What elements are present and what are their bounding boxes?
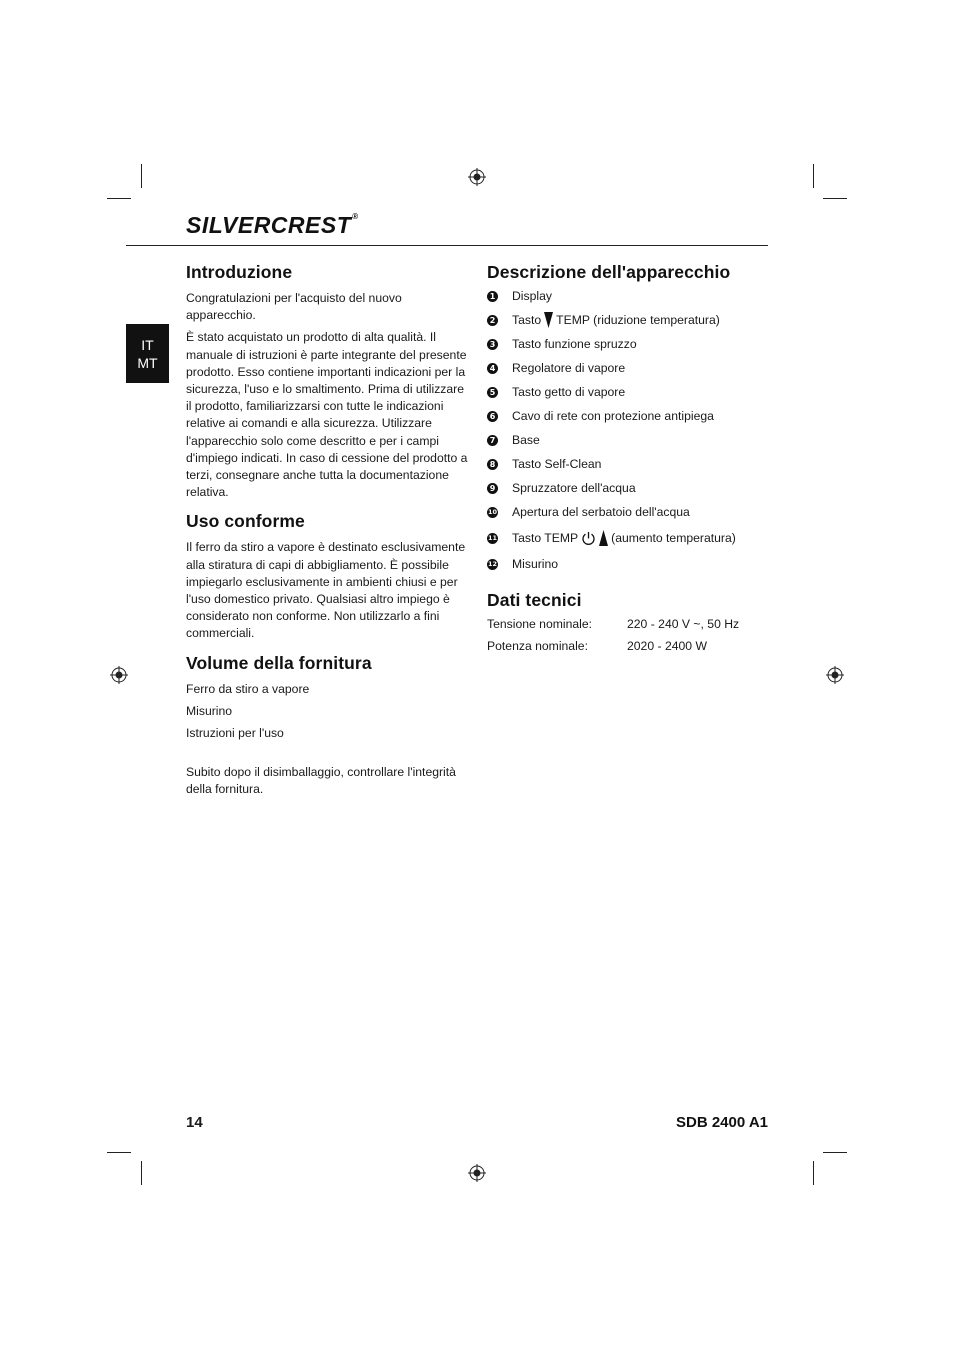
list-item (487, 332, 777, 356)
item-label: Tasto TEMP (512, 531, 579, 545)
spec-value: 2020 - 2400 W (627, 639, 707, 653)
item-label: Cavo di rete con protezione antipiega (512, 409, 714, 423)
paragraph: Subito dopo il disimballaggio, controllare l'integrità della fornitura. (186, 765, 456, 797)
page-number: 14 (186, 1114, 203, 1131)
paragraph: Congratulazioni per l'acquisto del nuovo apparecchio. (186, 291, 402, 323)
crop-mark (141, 1161, 142, 1185)
section-descrizione (487, 262, 777, 576)
left-column (186, 262, 470, 809)
temp-up-icon (599, 530, 608, 546)
item-label: Misurino (512, 557, 559, 571)
paragraph: Il ferro da stiro a vapore è destinato esclusivamente alla stiratura di capi di abbigliamento. È possibile impiegarlo esclusivamente in ambienti chiusi e per l'uso domestico privato. Qualsiasi altro impiego è considerato non conforme. Non utilizzarlo a fini commerciali. (186, 540, 466, 641)
registration-mark-icon (826, 666, 844, 684)
header-rule (126, 245, 768, 246)
section-uso-conforme (186, 511, 470, 642)
paragraph: È stato acquistato un prodotto di alta qualità. Il manuale di istruzioni è parte integrante del presente prodotto. Esso contiene importanti indicazioni per la sicurezza, l'uso e lo smaltimento. Prima di utilizzare il prodotto, familiarizzarsi con tutte le indicazioni relative ai comandi e alla sicurezza. Utilizzare l'apparecchio solo come descritto e per i campi d'impiego indicati. In caso di cessione del prodotto a terzi, consegnare anche tutta la documentazione relativa. (186, 330, 468, 500)
item-number: 5 (487, 387, 498, 398)
list-item (487, 476, 777, 500)
item-label: Spruzzatore dell'acqua (512, 481, 636, 495)
item-number: 2 (487, 315, 498, 326)
item-label: Tasto Self-Clean (512, 457, 602, 471)
item-number: 9 (487, 483, 498, 494)
registration-mark-icon (468, 168, 486, 186)
spec-row (487, 635, 777, 657)
list-item: Misurino (186, 703, 233, 718)
list-item (487, 308, 777, 332)
item-label: (aumento temperatura) (611, 531, 736, 545)
item-number: 3 (487, 339, 498, 350)
item-label: Display (512, 289, 552, 303)
registration-mark-icon (468, 1164, 486, 1182)
spec-value: 220 - 240 V ~, 50 Hz (627, 617, 740, 631)
section-heading: Introduzione (186, 262, 293, 282)
crop-mark (813, 164, 814, 188)
language-code: MT (137, 355, 158, 371)
right-column (487, 262, 777, 667)
crop-mark (813, 1161, 814, 1185)
item-label: Tasto funzione spruzzo (512, 337, 637, 351)
section-heading: Volume della fornitura (186, 652, 372, 673)
power-icon (581, 531, 596, 546)
list-item (487, 380, 777, 404)
item-label: Tasto getto di vapore (512, 385, 626, 399)
item-number: 6 (487, 411, 498, 422)
list-item (487, 284, 777, 308)
list-item (487, 552, 777, 576)
section-heading: Uso conforme (186, 511, 305, 532)
item-label: TEMP (riduzione temperatura) (556, 313, 720, 327)
list-item (487, 428, 777, 452)
section-heading: Dati tecnici (487, 590, 582, 610)
language-tab (126, 324, 169, 383)
item-label: Tasto (512, 313, 542, 327)
crop-mark (823, 1152, 847, 1153)
item-number: 4 (487, 363, 498, 374)
list-item (487, 500, 777, 524)
item-number: 12 (487, 560, 498, 568)
model-number: SDB 2400 A1 (676, 1114, 768, 1131)
item-number: 1 (487, 291, 498, 302)
language-code: IT (141, 337, 154, 353)
item-number: 8 (487, 459, 498, 470)
temp-down-icon (544, 312, 553, 328)
section-heading: Descrizione dell'apparecchio (487, 262, 731, 282)
section-volume-fornitura (186, 653, 470, 799)
item-label: Apertura del serbatoio dell'acqua (512, 505, 690, 519)
list-item (487, 356, 777, 380)
item-label: Base (512, 433, 540, 447)
spec-label: Potenza nominale: (487, 639, 588, 653)
list-item: Istruzioni per l'uso (186, 726, 284, 741)
section-introduzione (186, 262, 470, 501)
crop-mark (823, 198, 847, 199)
spec-row (487, 613, 777, 635)
item-label: Regolatore di vapore (512, 361, 626, 375)
list-item (487, 452, 777, 476)
crop-mark (141, 164, 142, 188)
list-item: Ferro da stiro a vapore (186, 681, 310, 696)
spec-label: Tensione nominale: (487, 617, 593, 631)
registration-mark-icon (110, 666, 128, 684)
list-item (487, 524, 777, 552)
crop-mark (107, 1152, 131, 1153)
list-item (487, 404, 777, 428)
section-dati-tecnici (487, 590, 777, 657)
item-number: 7 (487, 435, 498, 446)
item-number: 10 (487, 508, 498, 516)
brand-logo: SILVERCREST® (186, 212, 359, 238)
crop-mark (107, 198, 131, 199)
item-number: 11 (487, 534, 498, 542)
